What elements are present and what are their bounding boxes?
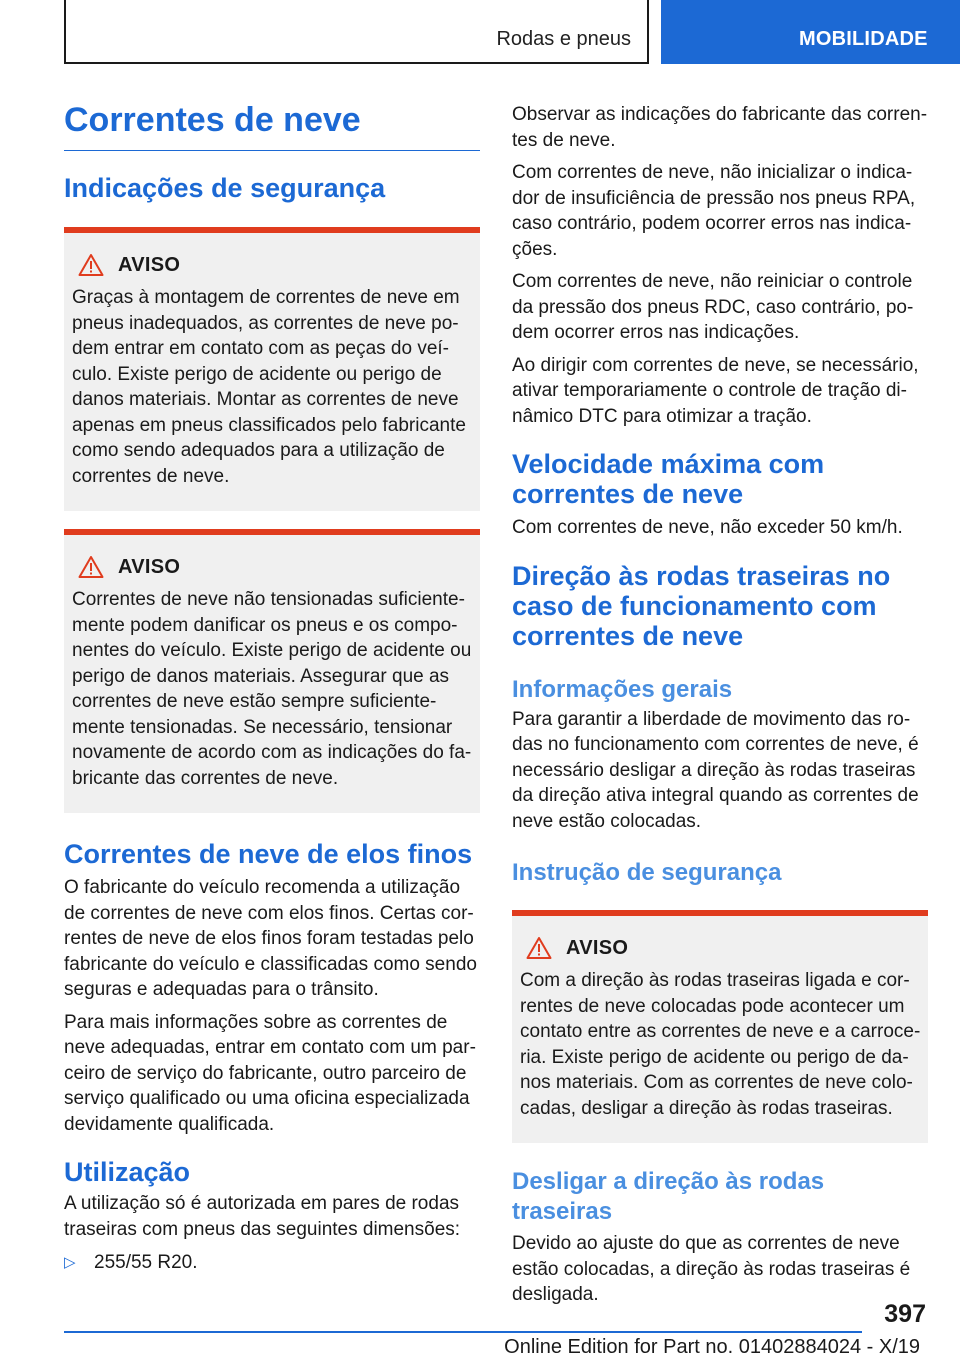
text-line: estão colocadas, a direção às rodas traseiras é (512, 1258, 911, 1280)
right-column (512, 102, 928, 1308)
footer-divider (64, 1331, 862, 1333)
text-line: rentes de neve de elos finos foram testadas pelo (64, 928, 474, 949)
fine-chains-paragraph-1 (64, 875, 480, 1003)
text-line: devidamente qualificada. (64, 1113, 275, 1135)
text-line: caso contrário, podem ocorrer erros nas indica- (512, 213, 912, 234)
text-line: Com a direção às rodas traseiras ligada e cor- (520, 970, 910, 991)
text-line: Observar as indicações do fabricante das corren- (512, 104, 928, 125)
text-line: ria. Existe perigo de acidente ou perigo de da- (520, 1046, 909, 1068)
text-line: mente tensionadas. Se necessário, tensionar (72, 716, 453, 738)
text-line: Para garantir a liberdade de movimento das ro- (512, 708, 911, 730)
text-line: fabricante do veículo e classificadas como sendo (64, 953, 477, 975)
page-number: 397 (884, 1300, 926, 1328)
warning-title (520, 932, 920, 964)
paragraph-manufacturer (512, 102, 928, 153)
text-line: cadas, desligar a direção às rodas traseiras. (520, 1097, 893, 1119)
text-line: Velocidade máxima com (512, 449, 825, 479)
text-line: nâmico DTC para otimizar a tração. (512, 405, 812, 427)
text-line: desligada. (512, 1284, 599, 1305)
text-line: dor de insuficiência de pressão nos pneus RPA, (512, 187, 916, 209)
text-line: Correntes de neve não tensionadas suficiente- (72, 589, 465, 610)
text-line: pneus inadequados, as correntes de neve po- (72, 312, 459, 334)
text-line: Com correntes de neve, não inicializar o indica- (512, 162, 913, 183)
text-line: contato entre as correntes de neve e a carroce- (520, 1021, 921, 1042)
text-line: correntes de neve. (72, 465, 230, 487)
speed-paragraph: Com correntes de neve, não exceder 50 km/h. (512, 517, 903, 538)
header-section: Rodas e pneus (496, 28, 631, 50)
text-line: ceiro de serviço do fabricante, outro parceiro de (64, 1062, 467, 1084)
text-line: nentes do veículo. Existe perigo de acidente ou (72, 640, 472, 661)
warning-title (72, 551, 472, 583)
list-item (64, 1250, 480, 1276)
usage-heading: Utilização (64, 1157, 191, 1187)
paragraph-dtc (512, 353, 928, 430)
warning-label: AVISO (118, 555, 181, 578)
general-info-paragraph (512, 707, 928, 835)
warning-triangle-icon (526, 936, 552, 960)
safety-instruction-heading: Instrução de segurança (512, 859, 782, 886)
warning-box-3 (512, 910, 928, 1143)
text-line: das no funcionamento com correntes de neve, é (512, 734, 919, 755)
text-line: Ao dirigir com correntes de neve, se necessário, (512, 354, 919, 376)
paragraph-rpa (512, 160, 928, 262)
warning-box-1 (64, 227, 480, 511)
warning-triangle-icon (78, 555, 104, 579)
text-line: perigo de danos materiais. Assegurar que as (72, 665, 450, 687)
text-line: serviço qualificado ou uma oficina especializada (64, 1088, 470, 1109)
text-line: culo. Existe perigo de acidente ou perigo de (72, 363, 442, 385)
text-line: caso de funcionamento com (512, 590, 877, 621)
text-line: traseiras com pneus das seguintes dimensões: (64, 1218, 461, 1240)
page-title: Correntes de neve (64, 96, 480, 151)
warning-title (72, 249, 472, 281)
text-line: nos materiais. Com as correntes de neve colo- (520, 1072, 913, 1093)
warning-text (72, 285, 472, 489)
text-line: correntes de neve (512, 479, 744, 509)
text-line: Direção às rodas traseiras no (512, 560, 891, 591)
text-line: ções. (512, 238, 558, 260)
header-chapter-tab[interactable] (661, 0, 960, 64)
text-line: como sendo adequados para a utilização de (72, 440, 445, 461)
text-line: dem entrar em contato com as peças do veí- (72, 338, 450, 359)
fine-chains-paragraph-2 (64, 1010, 480, 1138)
paragraph-rdc (512, 269, 928, 346)
text-line: apenas em pneus classificados pelo fabricante (72, 414, 466, 436)
disable-steering-heading: Desligar a direção às rodas traseiras (512, 1168, 825, 1225)
warning-triangle-icon (78, 253, 104, 277)
rear-steering-heading (512, 561, 928, 651)
warning-text (520, 968, 920, 1121)
text-line: O fabricante do veículo recomenda a utilização (64, 877, 461, 898)
footer-edition: Online Edition for Part no. 01402884024 - X/19 (504, 1336, 920, 1358)
fine-chains-heading: Correntes de neve de elos finos (64, 839, 473, 869)
text-line: rentes de neve colocadas pode acontecer um (520, 995, 905, 1017)
speed-heading (512, 449, 928, 509)
text-line: Devido ao ajuste do que as correntes de neve (512, 1233, 900, 1254)
text-line: Para mais informações sobre as correntes de (64, 1011, 448, 1033)
list-item-text: 255/55 R20. (94, 1252, 198, 1273)
text-line: da direção ativa integral quando as correntes de (512, 785, 919, 806)
text-line: seguras e adequadas para o trânsito. (64, 979, 379, 1000)
header-frame (64, 0, 649, 64)
warning-text (72, 587, 472, 791)
text-line: Graças à montagem de correntes de neve em (72, 287, 460, 308)
usage-paragraph (64, 1191, 480, 1242)
text-line: dem ocorrer erros nas indicações. (512, 322, 800, 343)
text-line: neve adequadas, entrar em contato com um par- (64, 1037, 476, 1058)
text-line: necessário desligar a direção às rodas traseiras (512, 759, 916, 781)
safety-heading: Indicações de segurança (64, 173, 386, 203)
text-line: mente podem danificar os pneus e os compo- (72, 614, 458, 636)
warning-label: AVISO (118, 253, 181, 276)
text-line: novamente de acordo com as indicações do fa- (72, 742, 472, 763)
text-line: bricante das correntes de neve. (72, 767, 339, 789)
disable-steering-paragraph (512, 1231, 928, 1308)
text-line: A utilização só é autorizada em pares de rodas (64, 1193, 460, 1214)
text-line: tes de neve. (512, 129, 616, 151)
warning-box-2 (64, 529, 480, 813)
bullet-icon: ▷ (64, 1254, 76, 1271)
warning-label: AVISO (566, 936, 629, 959)
general-info-heading: Informações gerais (512, 675, 733, 703)
text-line: danos materiais. Montar as correntes de neve (72, 389, 459, 410)
page-header (0, 0, 960, 66)
header-chapter: MOBILIDADE (799, 28, 928, 50)
text-line: correntes de neve estão sempre suficiente- (72, 691, 437, 712)
text-line: correntes de neve (512, 620, 744, 651)
text-line: da pressão dos pneus RDC, caso contrário, po- (512, 296, 914, 318)
left-column (64, 96, 480, 1276)
text-line: de correntes de neve com elos finos. Certas cor- (64, 902, 474, 924)
text-line: neve estão colocadas. (512, 810, 702, 832)
text-line: ativar temporariamente o controle de tração di- (512, 380, 907, 401)
text-line: Com correntes de neve, não reiniciar o controle (512, 271, 913, 292)
